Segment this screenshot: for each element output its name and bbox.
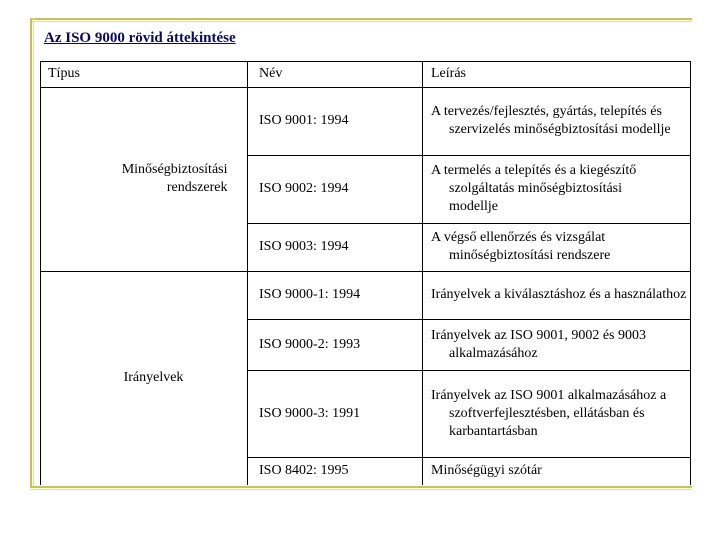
iso-overview-table <box>40 61 691 485</box>
table-row-description <box>431 457 689 485</box>
slide-frame-bottom <box>30 486 692 488</box>
group-type-cell <box>40 87 247 271</box>
table-row-name: ISO 9002: 1994 <box>259 181 349 196</box>
table-row-name: ISO 9000-3: 1991 <box>259 405 361 421</box>
slide-frame-bottom-shadow <box>30 489 692 490</box>
table-row-name: ISO 9001: 1994 <box>259 113 349 128</box>
table-border-right <box>690 61 691 485</box>
table-row-name: ISO 8402: 1995 <box>259 463 349 478</box>
table-row-description <box>431 87 689 155</box>
table-row-description <box>431 223 689 271</box>
group-type-label: Irányelvek <box>123 370 184 385</box>
slide-frame-left-shadow <box>33 18 34 488</box>
description-text: Minőségügyi szótár <box>431 463 542 478</box>
description-text: A termelés a telepítés és a kiegészítő szolgáltatás minőségbiztosítási modellje <box>431 163 637 214</box>
table-row-description <box>431 155 671 223</box>
table-row-description <box>431 319 689 370</box>
header-description: Leírás <box>431 66 466 81</box>
description-text: A tervezés/fejlesztés, gyártás, telepítés és szervizelés minőségbiztosítási modellje <box>431 104 671 137</box>
description-text: Irányelvek az ISO 9001 alkalmazásához a szoftverfejlesztésben, ellátásban és karbantartásban <box>431 387 667 439</box>
slide-frame-left <box>30 18 32 488</box>
description-text: Irányelvek a kiválasztáshoz és a használathoz <box>431 287 687 302</box>
header-type: Típus <box>48 66 80 81</box>
table-row-description <box>431 370 676 457</box>
column-divider <box>247 61 248 485</box>
table-row-description <box>431 271 689 319</box>
description-text: A végső ellenőrzés és vizsgálat minőségbiztosítási rendszere <box>431 230 611 263</box>
column-divider <box>422 61 423 485</box>
table-row-name: ISO 9003: 1994 <box>259 239 349 254</box>
table-row-name: ISO 9000-1: 1994 <box>259 287 361 302</box>
page-title: Az ISO 9000 rövid áttekintése <box>44 30 236 46</box>
description-text: Irányelvek az ISO 9001, 9002 és 9003 alkalmazásához <box>431 327 647 361</box>
table-row-name: ISO 9000-2: 1993 <box>259 336 361 352</box>
group-type-cell <box>40 271 247 485</box>
slide-frame-top-shadow <box>30 21 692 22</box>
header-name: Név <box>259 66 283 81</box>
slide-frame-top <box>30 18 692 20</box>
group-type-label: Minőségbiztosítási rendszerek <box>121 162 228 195</box>
